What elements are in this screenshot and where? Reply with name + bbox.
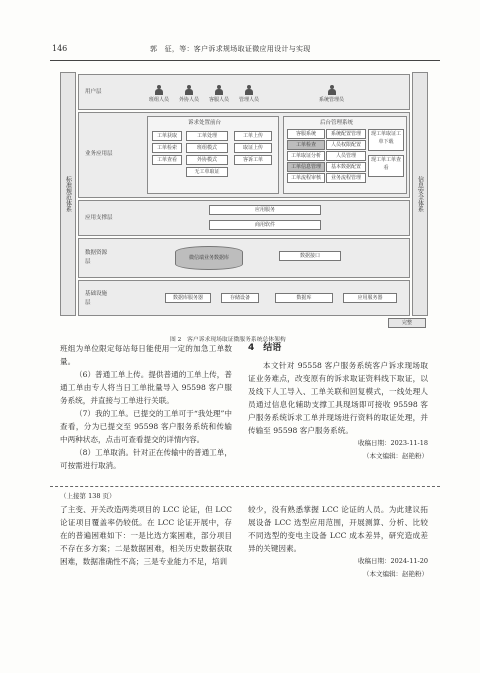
architecture-figure — [58, 72, 428, 330]
paragraph: （6）普通工单上传。提供普通的工单上传，普通工单由专人将当日工单批量导入 95598 客户服务系统，并直接与工单进行关联。 — [60, 370, 232, 405]
back-item: 工单检查 — [287, 140, 325, 150]
person-icon — [215, 85, 223, 95]
person-icon — [185, 85, 193, 95]
received-date: 收稿日期：2024-11-20 — [358, 557, 428, 565]
person-icon — [245, 85, 253, 95]
data-layer — [78, 238, 410, 278]
support-item: 商用软件 — [209, 220, 321, 230]
support-item: 应用服务 — [209, 205, 321, 215]
page-number: 146 — [52, 44, 68, 53]
database-cylinder: 微信端业务数据库 — [175, 246, 243, 270]
infra-layer — [78, 280, 410, 316]
back-item: 工单流程审核 — [287, 173, 325, 183]
data-interface: 数据接口 — [279, 251, 341, 261]
back-item: 人员管理 — [326, 151, 366, 161]
header-rule — [50, 60, 440, 61]
person-icon — [155, 85, 163, 95]
role-team: 班组人员 — [149, 85, 169, 103]
role-manager: 管理人员 — [239, 85, 259, 103]
back-item: 现工单取证工单下载 — [368, 129, 404, 151]
back-item: 客服系统 — [287, 129, 325, 139]
front-panel — [147, 116, 279, 194]
back-panel — [283, 116, 407, 194]
back-item: 工单取证分析 — [287, 151, 325, 161]
business-layer-label: 业务应用层 — [85, 151, 113, 157]
section-heading: 4 结语 — [248, 343, 282, 353]
front-item: 工单检索 — [152, 143, 182, 153]
user-layer-label: 用户层 — [85, 89, 102, 95]
dashed-divider — [50, 486, 440, 487]
support-layer-label: 应用支撑层 — [85, 215, 113, 221]
support-layer — [78, 200, 410, 236]
received-date: 收稿日期：2023-11-18 — [358, 439, 428, 447]
infra-item: 存储设备 — [221, 293, 259, 303]
paragraph: 了主变、开关改造两类项目的 LCC 论证，但 LCC 论证项目覆盖率仍较低。在 LCC 论证开展中，存在的普遍困难如下：一是比选方案困难，部分项目不存在多方案；二是数据困难，相关历史数据获取困难，数据准确性不高；三是专业能力不足，培训 — [60, 505, 232, 566]
paragraph: （7）我的工单。已提交的工单可于“我处理”中查看，分为已提交至 95598 客户服务系统和传输中两种状态，点击可查看提交的详情内容。 — [60, 409, 232, 444]
back-item: 工单信息管理 — [287, 162, 325, 172]
back-item: 现工单工单查看 — [368, 155, 404, 177]
person-icon — [328, 85, 336, 95]
paragraph: 本文针对 95558 客户服务系统客户诉求现场取证业务难点，改变原有的诉求取证资料线下取证，以及线下人工导入、工单关联和回复模式，一线处理人员通过信息化辅助支撑工具现场即可接收 95598 客户服务系统诉求工单并现场进行资料的取证处理，并传输至 95598 客户服务系统。 — [248, 361, 428, 435]
back-item: 基本数据配置 — [326, 162, 366, 172]
paragraph: 较少，没有熟悉掌握 LCC 论证的人员。为此建议拓展设备 LCC 选型应用范围，开展测算、分析、比较不同选型的变电主设备 LCC 成本差异，研究造成差异的关键因素。 — [248, 505, 428, 553]
front-item: 工单获取 — [152, 131, 182, 141]
infra-item: 数据库服务器 — [165, 293, 211, 303]
editor-note: （本文编辑：赵艳粉） — [363, 570, 428, 578]
role-service: 客服人员 — [209, 85, 229, 103]
figure-caption: 图 2 客户诉求现场取证微服务系统总体架构 — [170, 337, 286, 343]
continued-right — [248, 503, 428, 581]
standard-spec-side: 标准规范体系 — [60, 72, 76, 316]
front-item: 客诉工单 — [234, 155, 272, 165]
front-item: 外协模式 — [186, 155, 228, 165]
front-item: 工单上传 — [234, 131, 272, 141]
continued-note: （上接第 138 页） — [60, 492, 116, 500]
back-item: 人员权限配置 — [326, 140, 366, 150]
business-layer — [78, 112, 410, 198]
front-item: 班组模式 — [186, 143, 228, 153]
front-title: 诉求处置前台 — [188, 120, 222, 126]
back-item: 业务流程管理 — [326, 173, 366, 183]
front-item: 工单查看 — [152, 155, 182, 165]
paragraph: （8）工单取消。针对正在传输中的普通工单，可按需进行取消。 — [60, 448, 232, 470]
security-side: 信息安全体系 — [412, 72, 428, 316]
data-layer-label: 数据资源层 — [85, 250, 108, 265]
user-layer — [78, 74, 410, 110]
infra-item: 应用服务器 — [343, 293, 397, 303]
back-title: 后台管理系统 — [320, 120, 354, 126]
right-column — [248, 342, 428, 463]
front-item: 工单处理 — [186, 131, 228, 141]
left-column — [60, 342, 232, 472]
infra-layer-label: 基础设施层 — [85, 291, 108, 306]
front-item: 无工单取证 — [186, 167, 228, 177]
infra-item: 数据库 — [275, 293, 333, 303]
corner-tag: 完整 — [388, 318, 426, 328]
paragraph: 班组为单位限定每站每日能使用一定的加急工单数量。 — [60, 344, 232, 366]
front-item: 取证上传 — [234, 143, 272, 153]
continued-left — [60, 490, 232, 568]
running-title: 郭 征，等：客户诉求规场取证微应用设计与实现 — [150, 45, 311, 53]
editor-note: （本文编辑：赵艳粉） — [363, 452, 428, 460]
role-sysadmin: 系统管理员 — [319, 85, 344, 103]
back-item: 系统配置管理 — [326, 129, 366, 139]
role-contractor: 外协人员 — [179, 85, 199, 103]
